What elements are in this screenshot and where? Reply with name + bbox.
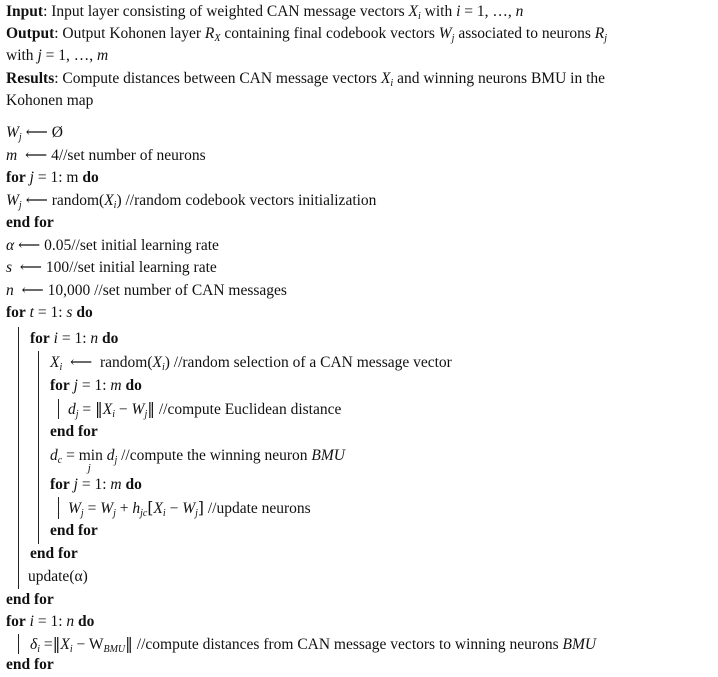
line-end-for-1: end for [6,214,54,231]
line-alpha-assign: α ⟵ 0.05//set initial learning rate [6,237,219,254]
line-delta: $\delta_i$ $=‖X_i$ − $W_{BMU}‖$ //compute distances from CAN message vectors to winning neurons BMU [30,635,597,655]
line-end-for-i-1: end for [30,545,78,562]
results-line: Results: Compute distances between CAN message vectors $X_i$ and winning neurons BMU in the [6,70,606,89]
output-line: Output: Output Kohonen layer $R_X$ containing final codebook vectors $W_j$ associated to neurons $R_j$ [6,25,608,44]
line-bmu: $d_c = \min$ j $d_j$ //compute the winning neuron BMU [50,447,345,474]
line-w-init: $W_j$ ⟵ Ø [6,124,63,143]
line-for-i-1: for i = 1: n do [30,330,119,347]
line-for-i-2: for i = 1: n do [6,613,95,630]
line-end-for-t: end for [6,591,54,608]
input-line: Input: Input layer consisting of weighted CAN message vectors $X_i$ with i = 1, …, n [6,3,524,22]
line-for-j-3: for j = 1: m do [50,476,142,493]
line-end-for-final: end for [6,656,54,673]
loop-bar-i [38,351,39,544]
loop-bar-t [18,327,19,589]
results-label: Results [6,70,55,87]
line-update-neurons: $W_j = W_j + h_{jc}[X_i - W_j]$ //update neurons [68,499,311,519]
loop-bar-j-1 [58,399,59,419]
line-for-j-2: for j = 1: m do [50,377,142,394]
line-m-assign: m ⟵ 4//set number of neurons [6,147,206,164]
results-line-2: Kohonen map [6,92,94,109]
output-line-2: with j = 1, …, m [6,47,109,64]
line-w-random: $W_j$ ⟵ $random(X_i)$ //random codebook vectors initialization [6,192,377,211]
input-label: Input [6,3,44,20]
line-n-assign: n ⟵ 10,000 //set number of CAN messages [6,282,287,299]
output-label: Output [6,25,55,42]
line-end-for-j-2: end for [50,522,98,539]
line-for-t: for t = 1: s do [6,304,93,321]
line-for-j-1: for j = 1: m do [6,169,99,186]
line-distance: $d_j$ = $‖X_i$ − $W_j‖$ //compute Euclidean distance [68,400,342,420]
loop-bar-j-2 [58,497,59,519]
line-s-assign: s ⟵ 100//set initial learning rate [6,259,217,276]
line-end-for-j-1: end for [50,423,98,440]
loop-bar-i-2 [18,634,19,654]
line-x-random: $X_i$ ⟵ $random(X_i)$ //random selection of a CAN message vector [50,354,452,373]
line-update-alpha: update(α) [28,568,88,585]
